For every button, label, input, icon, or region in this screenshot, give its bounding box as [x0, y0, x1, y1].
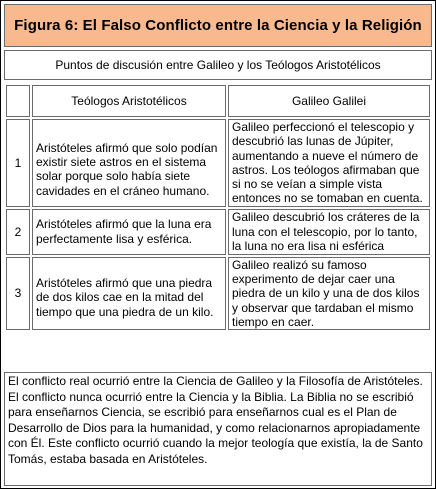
theologians-claim: Aristóteles afirmó que la luna era perfectamente lisa y esférica.: [32, 209, 226, 255]
row-number: 1: [6, 119, 30, 207]
row-number: 2: [6, 209, 30, 255]
table-row: [6, 119, 430, 207]
row-number-header: [6, 85, 30, 117]
column-header-galileo: Galileo Galilei: [228, 85, 430, 117]
theologians-claim: Aristóteles afirmó que una piedra de dos kilos cae en la mitad del tiempo que una piedra de un kilo.: [32, 257, 226, 330]
table-subtitle: Puntos de discusión entre Galileo y los Teólogos Aristotélicos: [4, 50, 432, 80]
column-header-theologians: Teólogos Aristotélicos: [32, 85, 226, 117]
header-row: [6, 85, 430, 117]
galileo-finding: Galileo realizó su famoso experimento de dejar caer una piedra de un kilo y una de dos kilos y observar que tardaban el mismo tiempo en caer.: [228, 257, 430, 330]
galileo-finding: Galileo perfeccionó el telescopio y descubrió las lunas de Júpiter, aumentando a nueve el número de astros. Los teólogos afirmaban que si no se veían a simple vista entonces no se tomaban en cuenta.: [228, 119, 430, 207]
galileo-finding: Galileo descubrió los cráteres de la luna con el telescopio, por lo tanto, la luna no era lisa ni esférica: [228, 209, 430, 255]
table-row: [6, 209, 430, 255]
figure-title: Figura 6: El Falso Conflicto entre la Ciencia y la Religión: [4, 4, 432, 47]
row-number: 3: [6, 257, 30, 330]
conclusion-paragraph: El conflicto real ocurrió entre la Ciencia de Galileo y la Filosofía de Aristóteles. El conflicto nunca ocurrió entre la Ciencia y la Biblia. La Biblia no se escribió para enseñarnos Ciencia, se escribió para enseñarnos cual es el Plan de Desarrollo de Dios para la humanidad, y como relacionarnos apropiadamente con Él. Este conflicto ocurrió cuando la mejor teología que existía, la de Santo Tomás, estaba basada en Aristóteles.: [4, 372, 432, 486]
comparison-table: [4, 83, 432, 332]
table-row: [6, 257, 430, 330]
theologians-claim: Aristóteles afirmó que solo podían existir siete astros en el sistema solar porque solo había siete cavidades en el cráneo humano.: [32, 119, 226, 207]
